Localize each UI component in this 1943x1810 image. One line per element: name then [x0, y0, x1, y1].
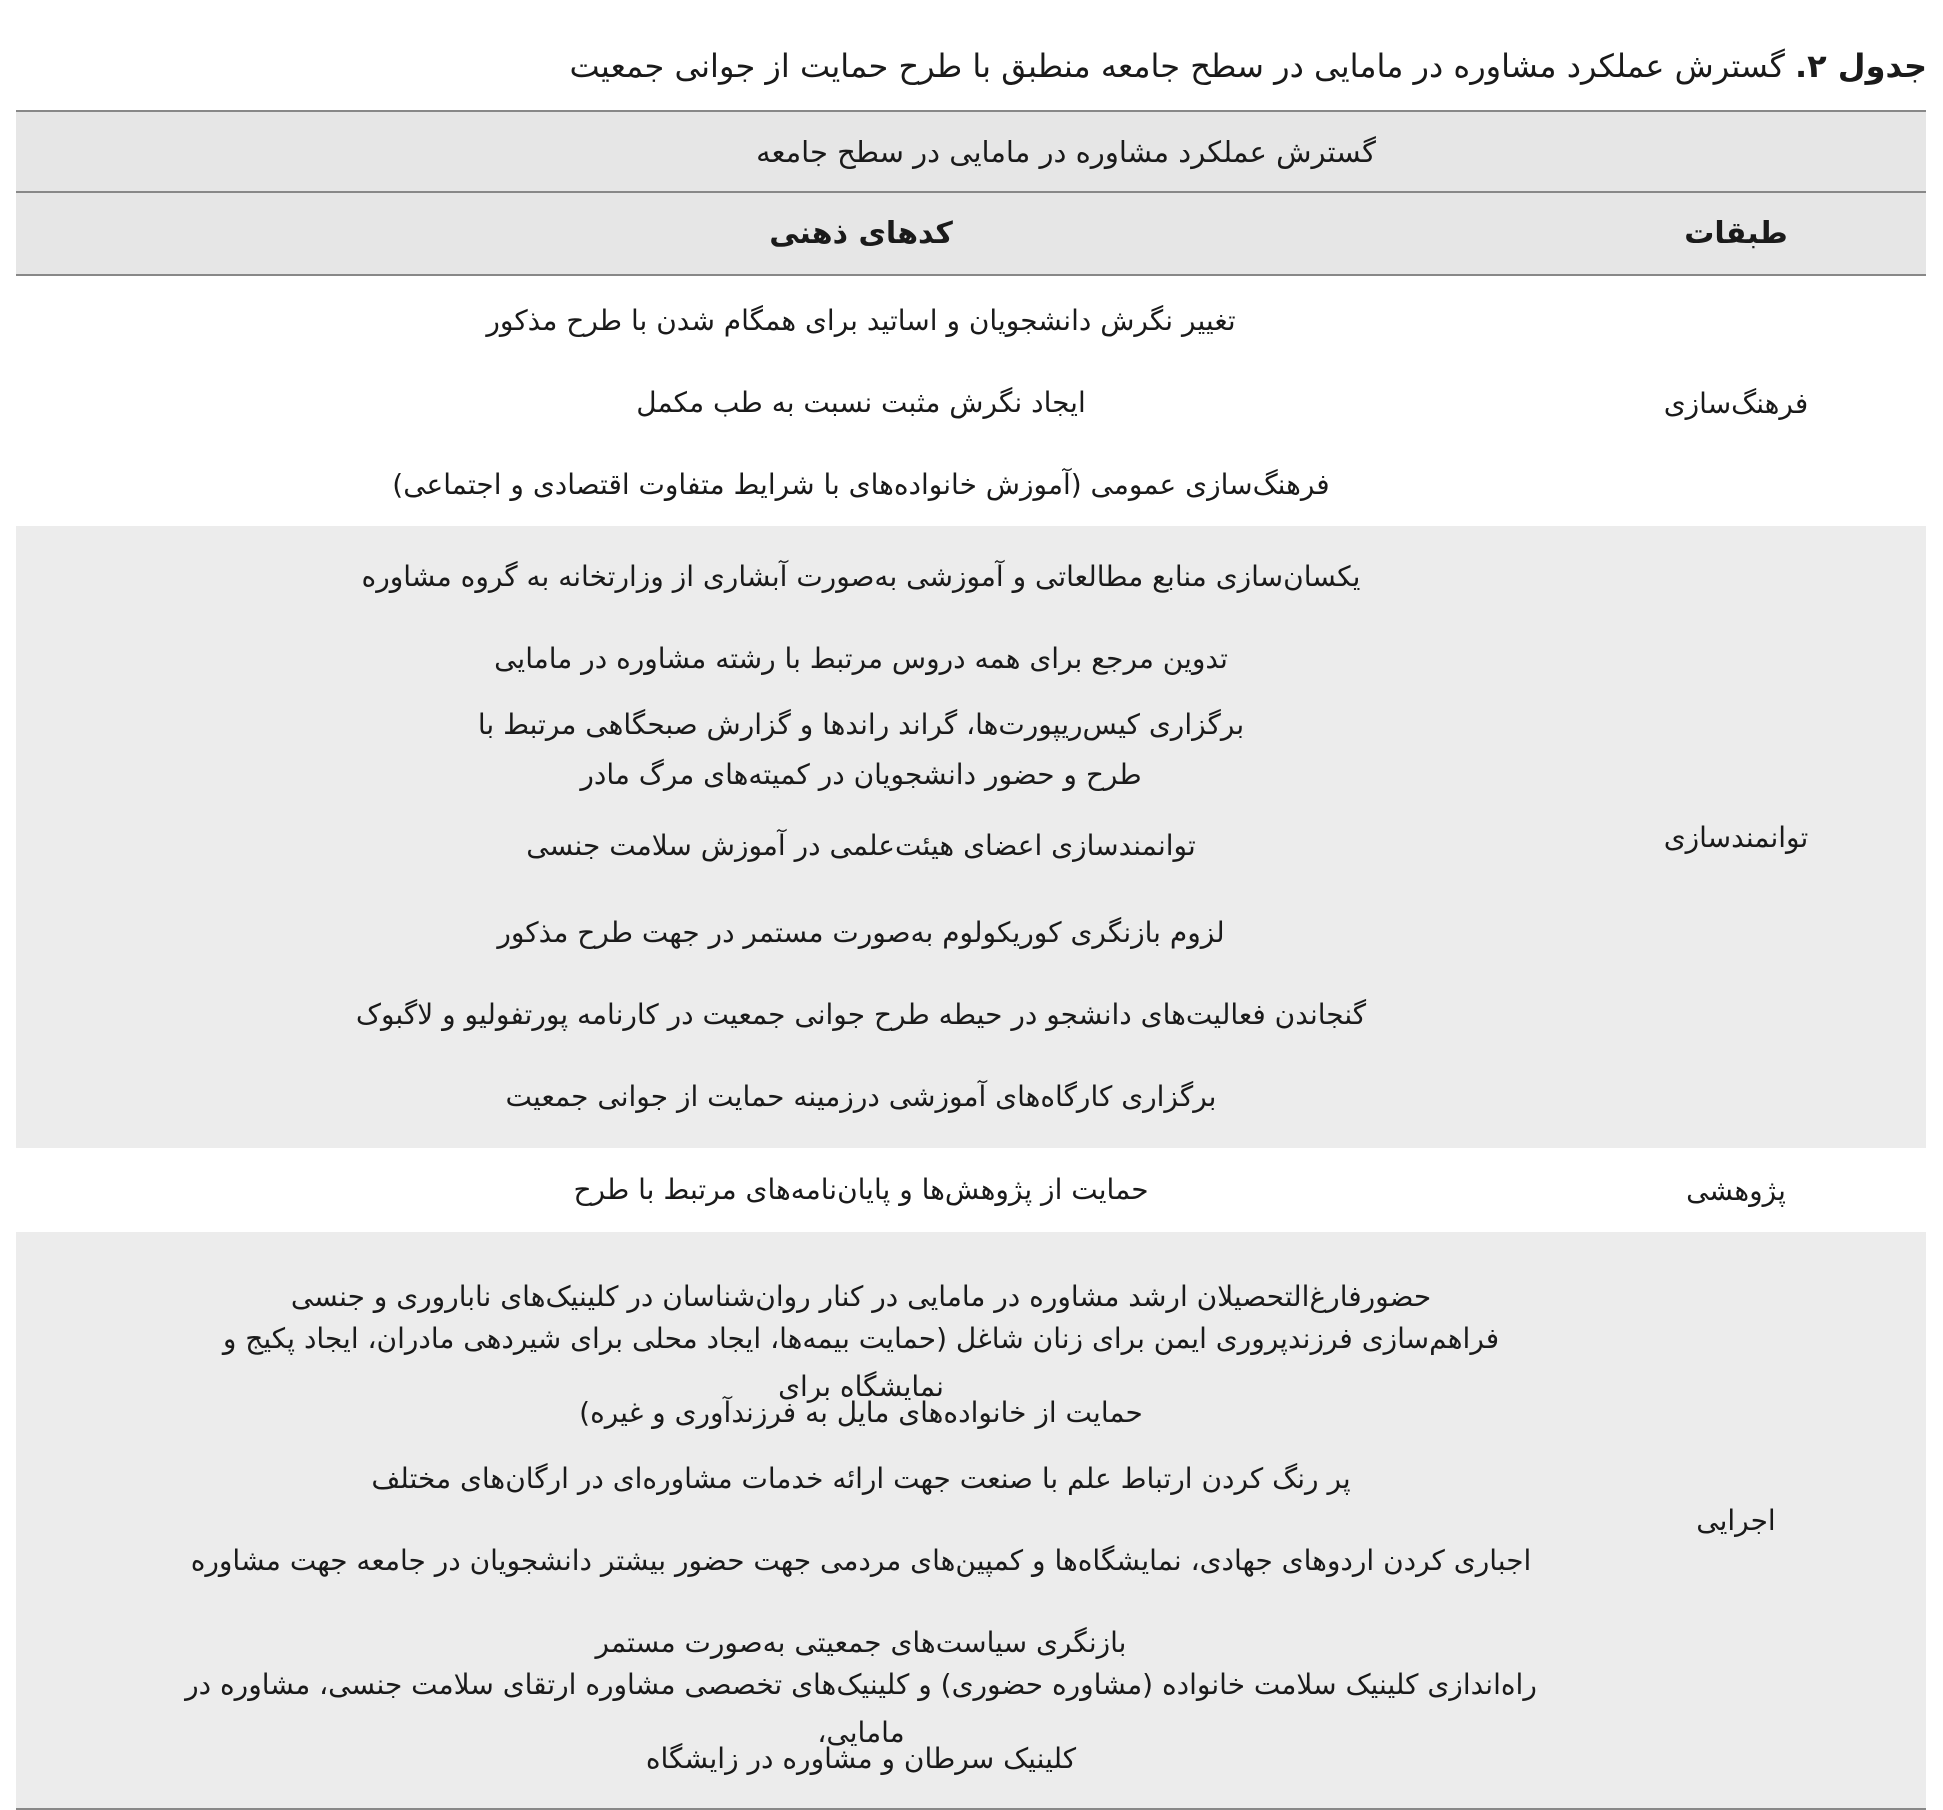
table-caption [570, 44, 1928, 88]
codes-cell [16, 1256, 1546, 1784]
code-item: حمایت از خانواده‌های مایل به فرزندآوری و غیره) [579, 1396, 1143, 1429]
table-header-row [16, 193, 1926, 276]
code-item: برگزاری کارگاه‌های آموزشی درزمینه حمایت از جوانی جمعیت [505, 1080, 1217, 1113]
code-item: راه‌اندازی کلینیک سلامت خانواده (مشاوره حضوری) و کلینیک‌های تخصصی مشاوره ارتقای سلامت جنسی، مشاوره در مامایی، [185, 1668, 1537, 1749]
codes-cell [16, 280, 1546, 526]
codes-cell [16, 536, 1546, 1138]
code-item: یکسان‌سازی منابع مطالعاتی و آموزشی به‌صورت آبشاری از وزارتخانه به گروه مشاوره [361, 560, 1361, 593]
code-item: تغییر نگرش دانشجویان و اساتید برای همگام شدن با طرح مذکور [486, 304, 1236, 337]
table-row-culture [16, 276, 1926, 526]
code-item: توانمندسازی اعضای هیئت‌علمی در آموزش سلامت جنسی [526, 829, 1196, 862]
code-item: فراهم‌سازی فرزندپروری ایمن برای زنان شاغل (حمایت بیمه‌ها، ایجاد محلی برای شیردهی مادران، ایجاد پکیج و نمایشگاه برای [222, 1322, 1500, 1403]
table-title-row [16, 110, 1926, 193]
code-item: طرح و حضور دانشجویان در کمیته‌های مرگ مادر [580, 758, 1142, 791]
code-item: گنجاندن فعالیت‌های دانشجو در حیطه طرح جوانی جمعیت در کارنامه پورتفولیو و لاگبوک [355, 998, 1367, 1031]
table-row-empowerment [16, 526, 1926, 1148]
category-cell: فرهنگ‌سازی [1663, 386, 1809, 420]
header-categories: طبقات [1684, 216, 1788, 251]
code-item: لزوم بازنگری کوریکولوم به‌صورت مستمر در جهت طرح مذکور [497, 916, 1225, 949]
code-item: حضورفارغ‌التحصیلان ارشد مشاوره در مامایی در کنار روان‌شناسان در کلینیک‌های ناباروری و جنسی [290, 1280, 1432, 1313]
category-cell: پژوهشی [1686, 1173, 1786, 1207]
category-cell: توانمندسازی [1663, 820, 1809, 854]
codes-table [16, 110, 1926, 1810]
header-codes: کدهای ذهنی [769, 216, 953, 251]
category-cell: اجرایی [1696, 1503, 1776, 1537]
code-item: حمایت از پژوهش‌ها و پایان‌نامه‌های مرتبط با طرح [573, 1173, 1149, 1206]
code-item: اجباری کردن اردوهای جهادی، نمایشگاه‌ها و کمپین‌های مردمی جهت حضور بیشتر دانشجویان در جامعه جهت مشاوره [190, 1544, 1532, 1577]
table-row-executive [16, 1232, 1926, 1810]
code-item: کلینیک سرطان و مشاوره در زایشگاه [645, 1742, 1077, 1775]
table-row-research [16, 1148, 1926, 1232]
code-item: برگزاری کیس‌ریپورت‌ها، گراند راندها و گزارش صبحگاهی مرتبط با [477, 708, 1245, 741]
caption-text: گسترش عملکرد مشاوره در مامایی در سطح جامعه منطبق با طرح حمایت از جوانی جمعیت [569, 47, 1795, 85]
caption-label: جدول ۲. [1794, 47, 1927, 85]
code-item: ایجاد نگرش مثبت نسبت به طب مکمل [636, 386, 1086, 419]
code-item: تدوین مرجع برای همه دروس مرتبط با رشته مشاوره در مامایی [494, 642, 1228, 675]
code-item: بازنگری سیاست‌های جمعیتی به‌صورت مستمر [595, 1626, 1127, 1659]
table-title: گسترش عملکرد مشاوره در مامایی در سطح جامعه [756, 134, 1376, 169]
code-item: فرهنگ‌سازی عمومی (آموزش خانواده‌های با شرایط متفاوت اقتصادی و اجتماعی) [392, 468, 1330, 501]
codes-cell [16, 1149, 1546, 1231]
code-item: پر رنگ کردن ارتباط علم با صنعت جهت ارائه خدمات مشاوره‌ای در ارگان‌های مختلف [371, 1462, 1351, 1495]
